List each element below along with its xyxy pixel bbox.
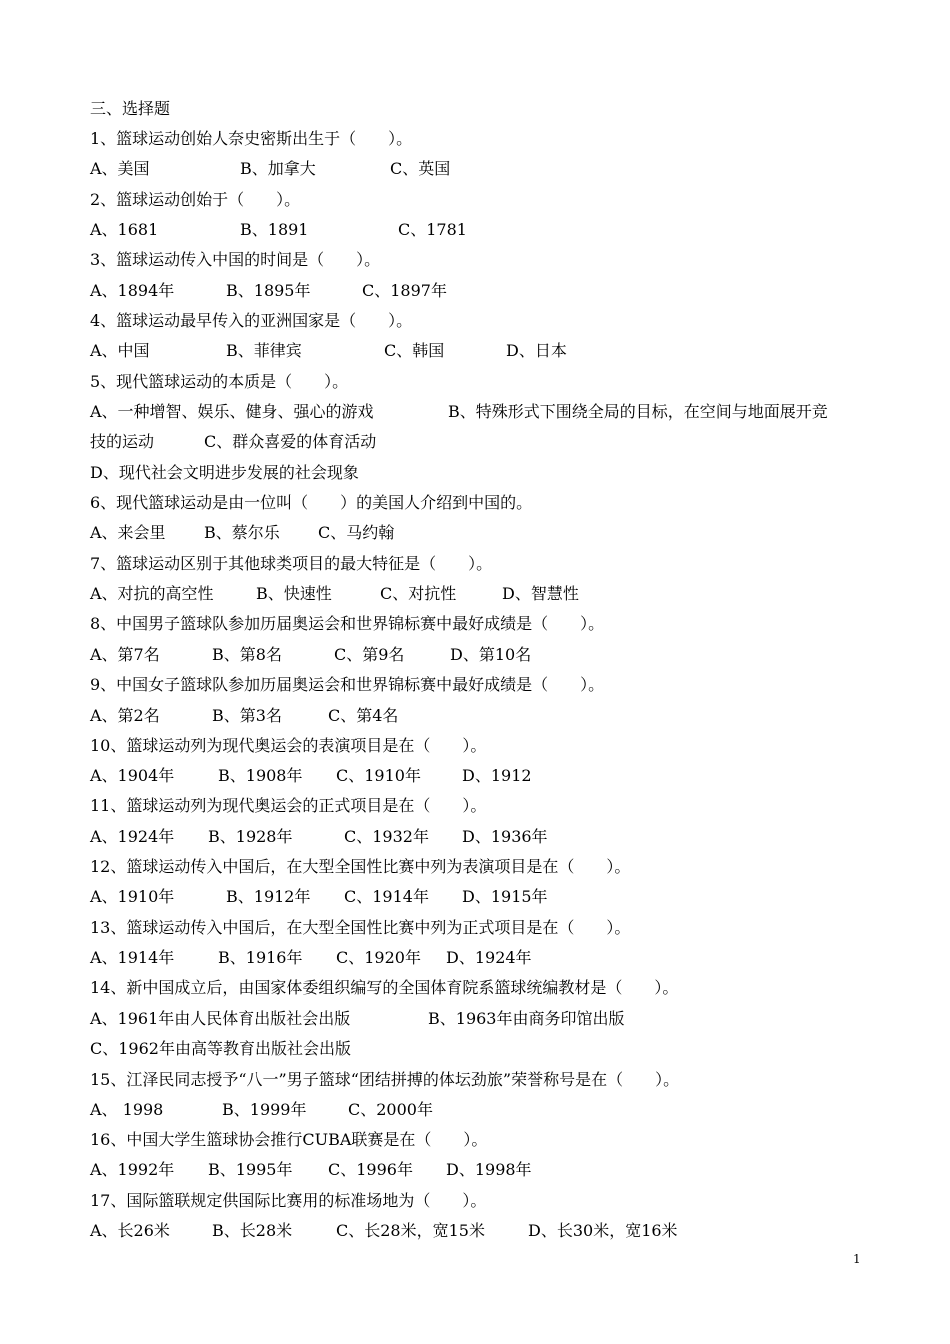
option-c: C、英国 bbox=[390, 159, 451, 178]
question-8: 8、中国男子篮球队参加历届奥运会和世界锦标赛中最好成绩是（ ）。 bbox=[90, 614, 605, 633]
option-d: D、第10名 bbox=[450, 645, 532, 664]
option-c: C、1920年 bbox=[336, 948, 421, 967]
option-d: D、日本 bbox=[506, 341, 567, 360]
question-9: 9、中国女子篮球队参加历届奥运会和世界锦标赛中最好成绩是（ ）。 bbox=[90, 675, 605, 694]
question-4: 4、篮球运动最早传入的亚洲国家是（ ）。 bbox=[90, 311, 413, 330]
option-b: B、第3名 bbox=[212, 706, 282, 725]
option-a: A、 1998 bbox=[90, 1100, 164, 1119]
option-b: B、1895年 bbox=[226, 281, 311, 300]
option-c: C、1962年由高等教育出版社会出版 bbox=[90, 1039, 351, 1058]
question-7: 7、篮球运动区别于其他球类项目的最大特征是（ ）。 bbox=[90, 554, 493, 573]
option-a: A、长26米 bbox=[90, 1221, 170, 1240]
option-c: C、1996年 bbox=[328, 1160, 413, 1179]
question-11: 11、篮球运动列为现代奥运会的正式项目是在（ ）。 bbox=[90, 796, 487, 815]
option-b: B、1999年 bbox=[222, 1100, 307, 1119]
question-15: 15、江泽民同志授予“八一”男子篮球“团结拼搏的体坛劲旅”荣誉称号是在（ ）。 bbox=[90, 1070, 680, 1089]
option-b: B、长28米 bbox=[212, 1221, 293, 1240]
question-14: 14、新中国成立后，由国家体委组织编写的全国体育院系篮球统编教材是（ ）。 bbox=[90, 978, 679, 997]
option-a: A、美国 bbox=[90, 159, 150, 178]
option-c: C、马约翰 bbox=[318, 523, 395, 542]
page-number: 1 bbox=[853, 1252, 861, 1266]
option-c: C、1897年 bbox=[362, 281, 447, 300]
option-c: C、第9名 bbox=[334, 645, 405, 664]
option-b: B、1963年由商务印馆出版 bbox=[428, 1009, 625, 1028]
option-c: C、长28米，宽15米 bbox=[336, 1221, 485, 1240]
option-b-continued: 技的运动 bbox=[90, 432, 155, 451]
option-a: A、对抗的高空性 bbox=[90, 584, 214, 603]
option-c: C、群众喜爱的体育活动 bbox=[204, 432, 377, 451]
option-a: A、1894年 bbox=[90, 281, 175, 300]
option-a: A、一种增智、娱乐、健身、强心的游戏 bbox=[90, 402, 374, 421]
option-a: A、1992年 bbox=[90, 1160, 175, 1179]
question-10: 10、篮球运动列为现代奥运会的表演项目是在（ ）。 bbox=[90, 736, 487, 755]
question-12: 12、篮球运动传入中国后，在大型全国性比赛中列为表演项目是在（ ）。 bbox=[90, 857, 631, 876]
option-a: A、中国 bbox=[90, 341, 150, 360]
question-1: 1、篮球运动创始人奈史密斯出生于（ ）。 bbox=[90, 129, 413, 148]
option-b: B、1916年 bbox=[218, 948, 303, 967]
option-d: D、1912 bbox=[462, 766, 532, 785]
option-c: C、1781 bbox=[398, 220, 467, 239]
option-c: C、对抗性 bbox=[380, 584, 457, 603]
option-a: A、1961年由人民体育出版社会出版 bbox=[90, 1009, 351, 1028]
option-c: C、1932年 bbox=[344, 827, 429, 846]
option-d: D、现代社会文明进步发展的社会现象 bbox=[90, 463, 359, 482]
question-5: 5、现代篮球运动的本质是（ ）。 bbox=[90, 372, 349, 391]
question-13: 13、篮球运动传入中国后，在大型全国性比赛中列为正式项目是在（ ）。 bbox=[90, 918, 631, 937]
question-16: 16、中国大学生篮球协会推行CUBA联赛是在（ ）。 bbox=[90, 1130, 488, 1149]
option-b: B、1908年 bbox=[218, 766, 303, 785]
option-b: B、快速性 bbox=[256, 584, 332, 603]
option-b: B、1912年 bbox=[226, 887, 311, 906]
question-6: 6、现代篮球运动是由一位叫（ ）的美国人介绍到中国的。 bbox=[90, 493, 533, 512]
option-b: B、1995年 bbox=[208, 1160, 293, 1179]
option-d: D、1915年 bbox=[462, 887, 548, 906]
option-b: B、菲律宾 bbox=[226, 341, 302, 360]
section-title: 三、选择题 bbox=[90, 99, 171, 118]
option-b: B、特殊形式下围绕全局的目标，在空间与地面展开竞 bbox=[448, 402, 828, 421]
option-c: C、韩国 bbox=[384, 341, 445, 360]
option-b: B、蔡尔乐 bbox=[204, 523, 280, 542]
question-3: 3、篮球运动传入中国的时间是（ ）。 bbox=[90, 250, 381, 269]
option-c: C、2000年 bbox=[348, 1100, 433, 1119]
option-d: D、长30米，宽16米 bbox=[528, 1221, 678, 1240]
option-b: B、第8名 bbox=[212, 645, 282, 664]
option-a: A、1924年 bbox=[90, 827, 175, 846]
option-b: B、加拿大 bbox=[240, 159, 316, 178]
option-a: A、1914年 bbox=[90, 948, 175, 967]
question-2: 2、篮球运动创始于（ ）。 bbox=[90, 190, 301, 209]
option-d: D、1936年 bbox=[462, 827, 548, 846]
option-b: B、1928年 bbox=[208, 827, 293, 846]
option-a: A、1904年 bbox=[90, 766, 175, 785]
option-a: A、1910年 bbox=[90, 887, 175, 906]
option-a: A、第7名 bbox=[90, 645, 160, 664]
option-a: A、1681 bbox=[90, 220, 159, 239]
option-d: D、智慧性 bbox=[502, 584, 579, 603]
option-a: A、来会里 bbox=[90, 523, 166, 542]
option-b: B、1891 bbox=[240, 220, 309, 239]
question-17: 17、国际篮联规定供国际比赛用的标准场地为（ ）。 bbox=[90, 1191, 487, 1210]
option-a: A、第2名 bbox=[90, 706, 160, 725]
option-c: C、第4名 bbox=[328, 706, 399, 725]
option-d: D、1924年 bbox=[446, 948, 532, 967]
option-d: D、1998年 bbox=[446, 1160, 532, 1179]
option-c: C、1914年 bbox=[344, 887, 429, 906]
option-c: C、1910年 bbox=[336, 766, 421, 785]
